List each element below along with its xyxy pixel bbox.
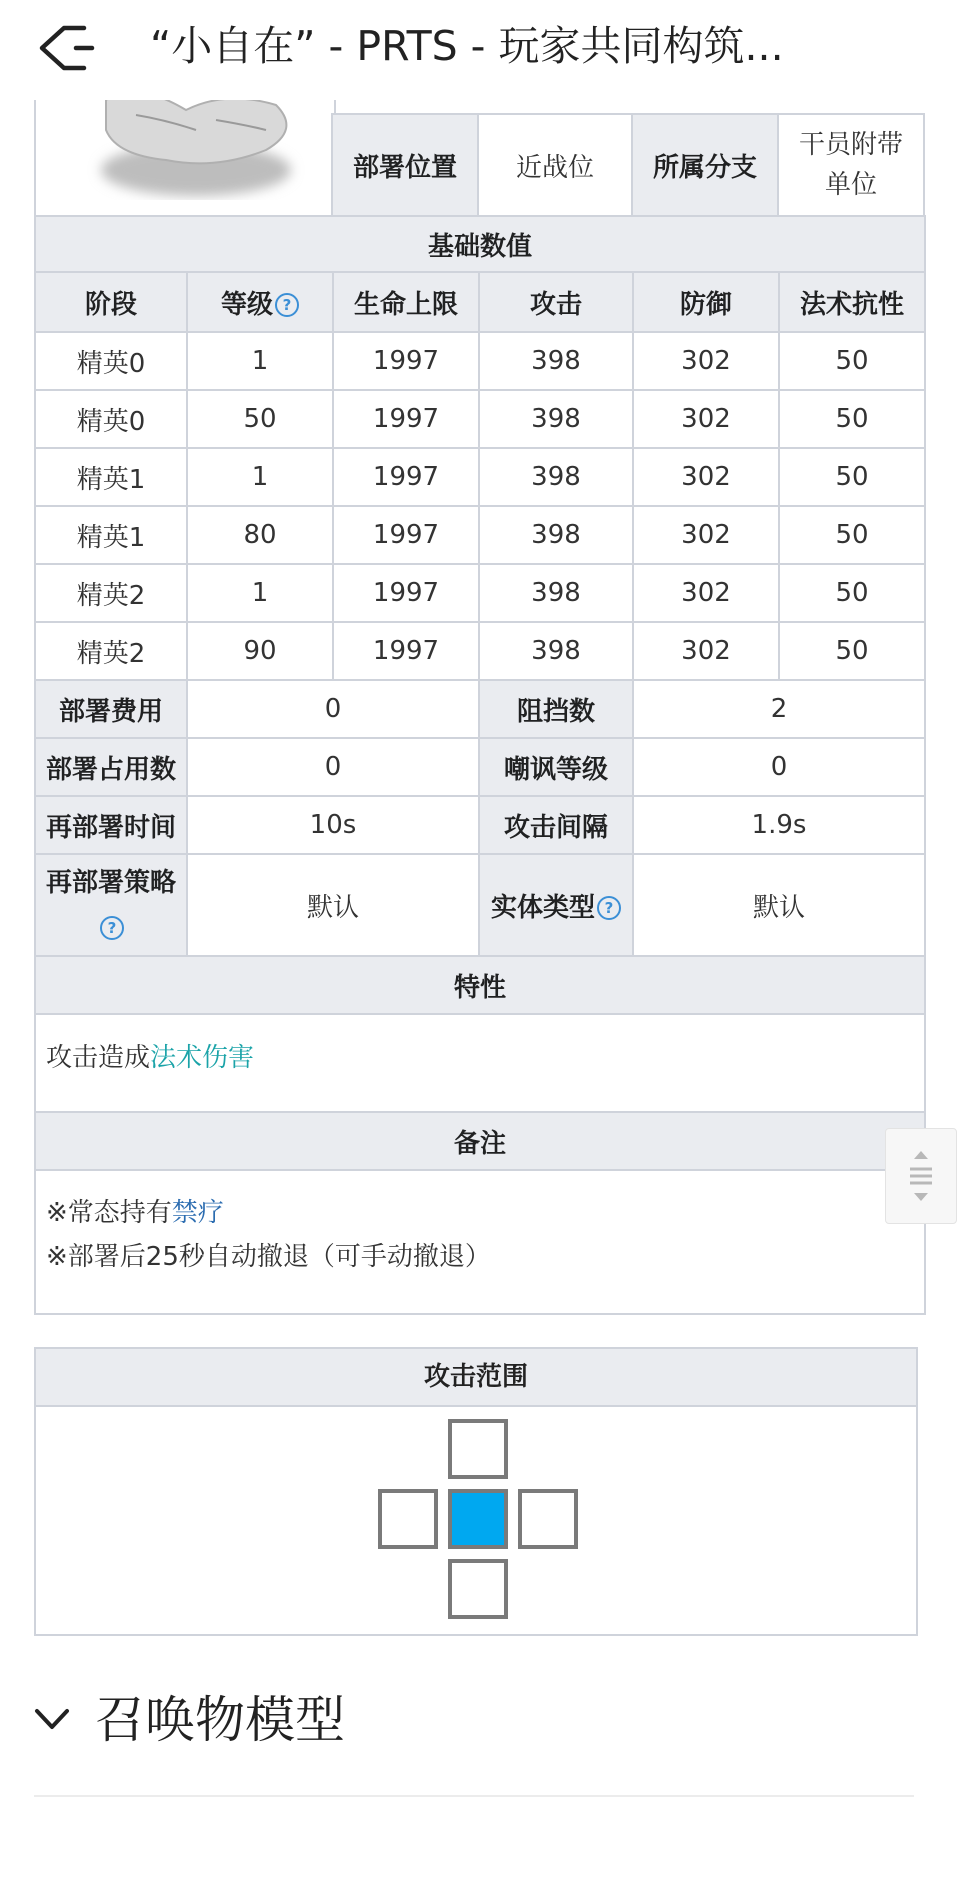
notes-section-title: 备注 bbox=[35, 1112, 925, 1170]
range-cell bbox=[448, 1419, 508, 1479]
level-cell: 1 bbox=[187, 332, 333, 390]
redeploy-strategy-text: 再部署策略 bbox=[45, 868, 176, 898]
entity-type-text: 实体类型 bbox=[490, 892, 595, 923]
divider bbox=[34, 1795, 914, 1797]
def-cell: 302 bbox=[633, 448, 779, 506]
notes-text bbox=[35, 1170, 925, 1314]
attack-range-title: 攻击范围 bbox=[36, 1349, 916, 1407]
branch-value-line2: 单位 bbox=[824, 170, 877, 200]
range-cell bbox=[448, 1559, 508, 1619]
branch-label: 所属分支 bbox=[632, 114, 778, 216]
entity-type-label bbox=[479, 854, 633, 956]
table-row bbox=[35, 332, 925, 390]
stage-cell: 精英0 bbox=[35, 332, 187, 390]
col-header-def: 防御 bbox=[633, 272, 779, 332]
def-cell: 302 bbox=[633, 390, 779, 448]
redeploy-time-value: 10s bbox=[187, 796, 479, 854]
redeploy-strategy-value: 默认 bbox=[187, 854, 479, 956]
level-cell: 1 bbox=[187, 448, 333, 506]
deploy-cost-label: 部署费用 bbox=[35, 680, 187, 738]
magic-damage-link[interactable]: 法术伤害 bbox=[150, 1043, 255, 1073]
help-icon[interactable]: ? bbox=[597, 896, 621, 920]
scroll-handle[interactable] bbox=[885, 1128, 957, 1224]
hp-cell: 1997 bbox=[333, 332, 479, 390]
res-cell: 50 bbox=[779, 622, 925, 680]
res-cell: 50 bbox=[779, 390, 925, 448]
res-cell: 50 bbox=[779, 448, 925, 506]
hp-cell: 1997 bbox=[333, 390, 479, 448]
atk-cell: 398 bbox=[479, 332, 633, 390]
position-table bbox=[34, 113, 925, 217]
res-cell: 50 bbox=[779, 564, 925, 622]
stage-cell: 精英0 bbox=[35, 390, 187, 448]
hp-cell: 1997 bbox=[333, 448, 479, 506]
stage-cell: 精英1 bbox=[35, 506, 187, 564]
atk-cell: 398 bbox=[479, 564, 633, 622]
deploy-occupy-value: 0 bbox=[187, 738, 479, 796]
back-icon[interactable] bbox=[36, 20, 96, 76]
stage-cell: 精英1 bbox=[35, 448, 187, 506]
attack-interval-value: 1.9s bbox=[633, 796, 925, 854]
table-row bbox=[35, 390, 925, 448]
scroll-grip-icon bbox=[886, 1129, 956, 1223]
attack-range-box bbox=[34, 1347, 918, 1636]
chevron-down-icon bbox=[34, 1707, 70, 1731]
hp-cell: 1997 bbox=[333, 622, 479, 680]
range-self-cell bbox=[448, 1489, 508, 1549]
col-header-hp: 生命上限 bbox=[333, 272, 479, 332]
table-row bbox=[35, 564, 925, 622]
def-cell: 302 bbox=[633, 332, 779, 390]
help-icon[interactable]: ? bbox=[275, 293, 299, 317]
deploy-position-label: 部署位置 bbox=[332, 114, 478, 216]
table-row bbox=[35, 448, 925, 506]
deploy-position-value: 近战位 bbox=[478, 114, 632, 216]
help-icon[interactable]: ? bbox=[100, 916, 124, 940]
redeploy-time-label: 再部署时间 bbox=[35, 796, 187, 854]
trait-section-title: 特性 bbox=[35, 956, 925, 1014]
stage-cell: 精英2 bbox=[35, 564, 187, 622]
trait-text bbox=[35, 1014, 925, 1112]
atk-cell: 398 bbox=[479, 390, 633, 448]
taunt-label: 嘲讽等级 bbox=[479, 738, 633, 796]
block-value: 2 bbox=[633, 680, 925, 738]
notes-line2: ※部署后25秒自动撤退（可手动撤退） bbox=[46, 1242, 491, 1272]
top-bar bbox=[0, 0, 960, 100]
def-cell: 302 bbox=[633, 564, 779, 622]
atk-cell: 398 bbox=[479, 506, 633, 564]
col-header-level bbox=[187, 272, 333, 332]
redeploy-strategy-label bbox=[35, 854, 187, 956]
notes-line1-prefix: ※常态持有 bbox=[46, 1198, 172, 1228]
atk-cell: 398 bbox=[479, 622, 633, 680]
stage-cell: 精英2 bbox=[35, 622, 187, 680]
deploy-occupy-label: 部署占用数 bbox=[35, 738, 187, 796]
def-cell: 302 bbox=[633, 622, 779, 680]
hp-cell: 1997 bbox=[333, 506, 479, 564]
col-header-stage: 阶段 bbox=[35, 272, 187, 332]
stats-table bbox=[34, 215, 926, 1315]
deploy-cost-value: 0 bbox=[187, 680, 479, 738]
level-cell: 90 bbox=[187, 622, 333, 680]
page-title: “小自在” - PRTS - 玩家共同构筑... bbox=[150, 22, 784, 70]
attack-interval-label: 攻击间隔 bbox=[479, 796, 633, 854]
block-label: 阻挡数 bbox=[479, 680, 633, 738]
level-cell: 1 bbox=[187, 564, 333, 622]
col-header-atk: 攻击 bbox=[479, 272, 633, 332]
branch-value bbox=[778, 114, 924, 216]
level-cell: 50 bbox=[187, 390, 333, 448]
table-row bbox=[35, 506, 925, 564]
level-cell: 80 bbox=[187, 506, 333, 564]
hp-cell: 1997 bbox=[333, 564, 479, 622]
stats-section-title: 基础数值 bbox=[35, 216, 925, 272]
res-cell: 50 bbox=[779, 506, 925, 564]
table-row bbox=[35, 622, 925, 680]
summon-model-title: 召唤物模型 bbox=[95, 1691, 345, 1749]
atk-cell: 398 bbox=[479, 448, 633, 506]
col-header-res: 法术抗性 bbox=[779, 272, 925, 332]
range-cell bbox=[378, 1489, 438, 1549]
col-header-level-label: 等级 bbox=[220, 289, 273, 320]
trait-prefix: 攻击造成 bbox=[46, 1043, 151, 1073]
res-cell: 50 bbox=[779, 332, 925, 390]
entity-type-value: 默认 bbox=[633, 854, 925, 956]
range-cell bbox=[518, 1489, 578, 1549]
anti-heal-link[interactable]: 禁疗 bbox=[171, 1198, 224, 1228]
def-cell: 302 bbox=[633, 506, 779, 564]
branch-value-line1: 干员附带 bbox=[798, 130, 903, 160]
taunt-value: 0 bbox=[633, 738, 925, 796]
